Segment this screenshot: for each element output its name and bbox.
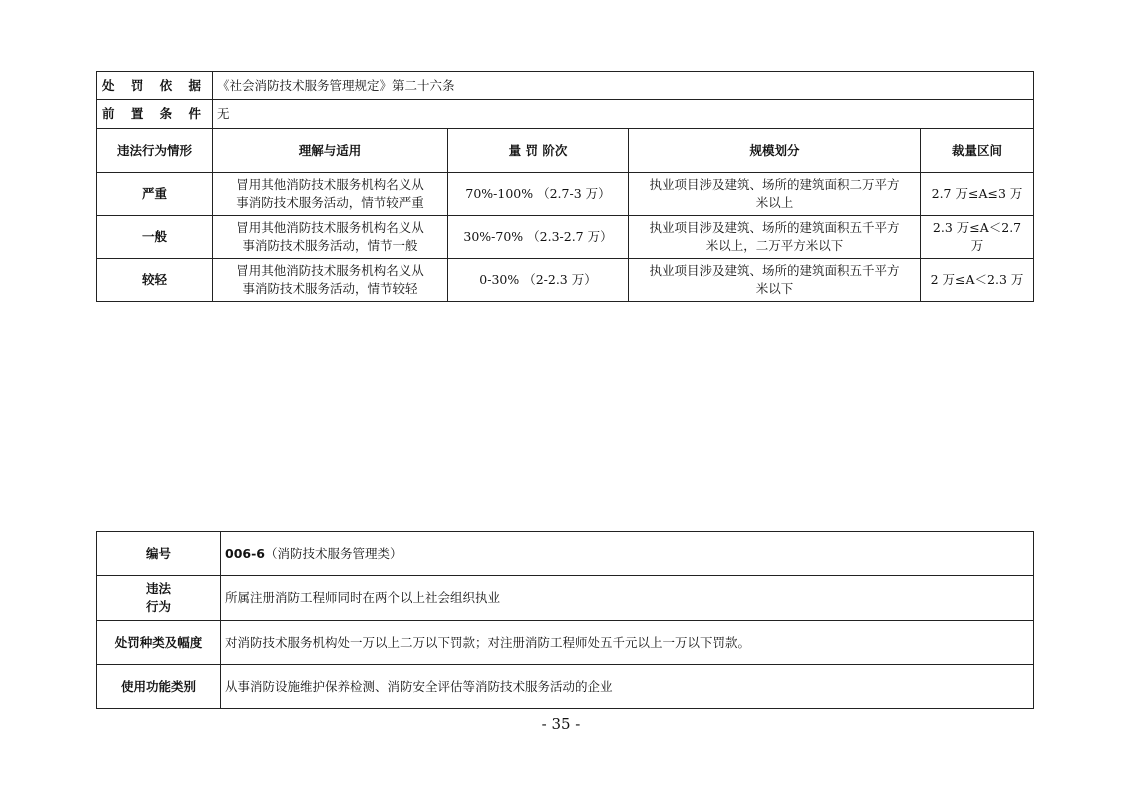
range-cell <box>921 259 1034 302</box>
understanding-line: 冒用其他消防技术服务机构名义从 <box>236 263 424 278</box>
precondition-row <box>97 100 1034 129</box>
range-line: 2.7 万≤A≤3 万 <box>931 186 1023 201</box>
circumstance-cell: 严重 <box>97 173 213 216</box>
penalty-basis-table <box>96 71 1034 302</box>
applicable-label: 使用功能类别 <box>97 665 221 709</box>
range-cell <box>921 216 1034 259</box>
table-row <box>97 173 1034 216</box>
scale-line: 执业项目涉及建筑、场所的建筑面积五千平方 <box>649 220 900 235</box>
scale-line: 米以下 <box>755 281 794 296</box>
range-line: 2.3 万≤A＜2.7 <box>932 220 1022 235</box>
violation-detail-table <box>96 531 1034 709</box>
violation-row <box>97 576 1034 621</box>
circumstance-cell: 一般 <box>97 216 213 259</box>
understanding-cell <box>213 216 448 259</box>
violation-label-line: 违法 <box>145 581 171 596</box>
penalty-level-cell: 30%-70% （2.3-2.7 万） <box>448 216 629 259</box>
header-row <box>97 129 1034 173</box>
basis-row <box>97 72 1034 100</box>
scale-cell <box>629 259 921 302</box>
table-row <box>97 259 1034 302</box>
range-line: 万 <box>970 238 984 253</box>
understanding-cell <box>213 173 448 216</box>
table-row <box>97 216 1034 259</box>
penalty-row <box>97 621 1034 665</box>
range-cell <box>921 173 1034 216</box>
header-understanding: 理解与适用 <box>213 129 448 173</box>
violation-label-line: 行为 <box>145 599 171 614</box>
scale-line: 米以上 <box>755 195 794 210</box>
range-line: 2 万≤A＜2.3 万 <box>930 272 1024 287</box>
understanding-line: 冒用其他消防技术服务机构名义从 <box>236 220 424 235</box>
penalty-value: 对消防技术服务机构处一万以上二万以下罚款；对注册消防工程师处五千元以上一万以下罚款。 <box>221 621 1034 665</box>
page-number: - 35 - <box>541 715 581 733</box>
header-scale: 规模划分 <box>629 129 921 173</box>
understanding-cell <box>213 259 448 302</box>
id-category: （消防技术服务管理类） <box>264 545 403 561</box>
understanding-line: 冒用其他消防技术服务机构名义从 <box>236 177 424 192</box>
scale-cell <box>629 173 921 216</box>
penalty-level-cell: 70%-100% （2.7-3 万） <box>448 173 629 216</box>
precondition-value: 无 <box>213 100 1034 129</box>
violation-label <box>97 576 221 621</box>
applicable-value: 从事消防设施维护保养检测、消防安全评估等消防技术服务活动的企业 <box>221 665 1034 709</box>
penalty-level-cell: 0-30% （2-2.3 万） <box>448 259 629 302</box>
header-penalty-level: 量 罚 阶次 <box>448 129 629 173</box>
penalty-label: 处罚种类及幅度 <box>97 621 221 665</box>
violation-value: 所属注册消防工程师同时在两个以上社会组织执业 <box>221 576 1034 621</box>
basis-value: 《社会消防技术服务管理规定》第二十六条 <box>213 72 1034 100</box>
id-code: 006-6 <box>225 545 265 561</box>
id-value <box>221 532 1034 576</box>
basis-label: 处 罚 依 据 <box>97 72 213 100</box>
id-row <box>97 532 1034 576</box>
circumstance-cell: 较轻 <box>97 259 213 302</box>
applicable-row <box>97 665 1034 709</box>
understanding-line: 事消防技术服务活动，情节较轻 <box>242 281 418 296</box>
understanding-line: 事消防技术服务活动，情节较严重 <box>236 195 424 210</box>
scale-cell <box>629 216 921 259</box>
scale-line: 米以上，二万平方米以下 <box>705 238 844 253</box>
understanding-line: 事消防技术服务活动，情节一般 <box>242 238 418 253</box>
scale-line: 执业项目涉及建筑、场所的建筑面积二万平方 <box>649 177 900 192</box>
header-range: 裁量区间 <box>921 129 1034 173</box>
id-label: 编号 <box>97 532 221 576</box>
precondition-label: 前 置 条 件 <box>97 100 213 129</box>
scale-line: 执业项目涉及建筑、场所的建筑面积五千平方 <box>649 263 900 278</box>
header-circumstance: 违法行为情形 <box>97 129 213 173</box>
